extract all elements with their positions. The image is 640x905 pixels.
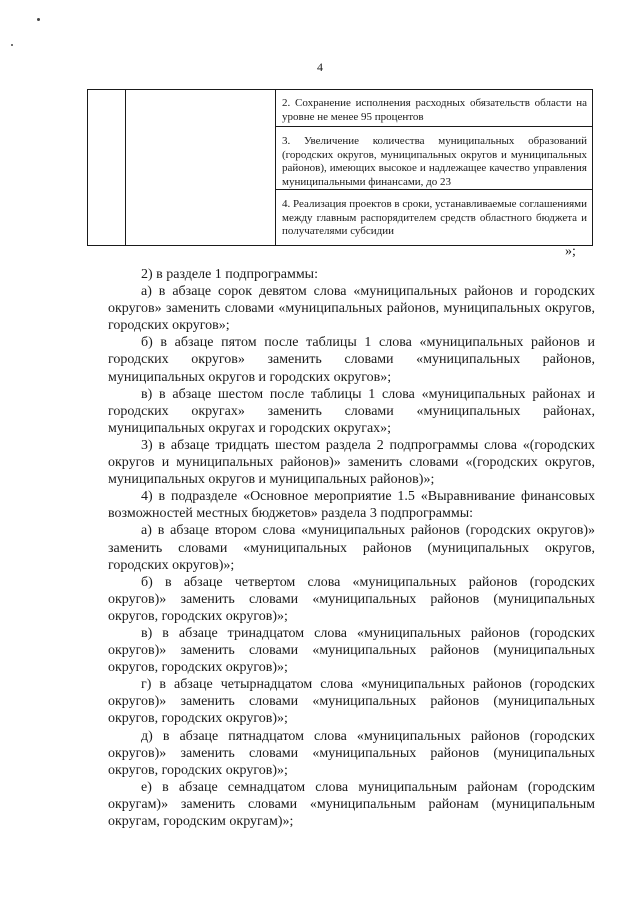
paragraph: б) в абзаце пятом после таблицы 1 слова «муниципальных районов и городских округов» заменить словами «муниципальных районов, муниципальных округов и городских округов»; — [108, 335, 595, 385]
page-number: 4 — [317, 60, 323, 74]
paragraph: 4) в подразделе «Основное мероприятие 1.5 «Выравнивание финансовых возможностей местных бюджетов» раздела 3 подпрограммы: — [108, 489, 595, 522]
paragraph: в) в абзаце тринадцатом слова «муниципальных районов (городских округов)» заменить словами «муниципальных районов (муниципальных округов, городских округов)»; — [108, 625, 595, 676]
indicators-table — [87, 89, 593, 246]
scan-speck — [37, 18, 40, 21]
paragraph: а) в абзаце сорок девятом слова «муниципальных районов и городских округов» заменить словами «муниципальных районов, муниципальных округов, городских округов»; — [108, 284, 595, 334]
indicator-text: 4. Реализация проектов в сроки, устанавливаемые соглашениями между главным распорядителем средств областного бюджета и получателями субсидии — [282, 198, 587, 237]
table-cell — [276, 127, 593, 190]
table-row — [88, 90, 593, 127]
paragraph: е) в абзаце семнадцатом слова муниципальным районам (городским округам)» заменить словами «муниципальным районам (муниципальным округам, городским округам)»; — [108, 779, 595, 829]
indicator-text: 2. Сохранение исполнения расходных обязательств области на уровне не менее 95 процентов — [282, 97, 587, 123]
table-cell-empty — [88, 90, 126, 246]
scan-speck — [11, 44, 13, 46]
table-cell — [276, 190, 593, 246]
paragraph: в) в абзаце шестом после таблицы 1 слова «муниципальных районах и городских округах» заменить словами «муниципальных районах, муниципальных округах и городских округах»; — [108, 386, 595, 436]
closing-quote: »; — [565, 244, 576, 259]
paragraph: а) в абзаце втором слова «муниципальных районов (городских округов)» заменить словами «муниципальных районов (муниципальных округов, городских округов)»; — [108, 523, 595, 573]
paragraph: б) в абзаце четвертом слова «муниципальных районов (городских округов)» заменить словами «муниципальных районов (муниципальных округов, городских округов)»; — [108, 574, 595, 624]
paragraph: 2) в разделе 1 подпрограммы: — [141, 267, 318, 282]
table-cell-empty — [126, 90, 276, 246]
indicator-text: 3. Увеличение количества муниципальных образований (городских округов, муниципальных округов и муниципальных районов), имеющих высокое и надлежащее качество управления муниципальными финансами, до 23 — [282, 135, 587, 188]
paragraph: г) в абзаце четырнадцатом слова «муниципальных районов (городских округов)» заменить словами «муниципальных районов (муниципальных округов, городских округов)»; — [108, 677, 595, 727]
table-cell — [276, 90, 593, 127]
paragraph: д) в абзаце пятнадцатом слова «муниципальных районов (городских округов)» заменить словами «муниципальных районов (муниципальных округов, городских округов)»; — [108, 728, 595, 778]
paragraph: 3) в абзаце тридцать шестом раздела 2 подпрограммы слова «(городских округов и муниципальных районов)» заменить словами «(городских округов, муниципальных округов и муниципальных районов)»; — [108, 437, 595, 488]
document-body — [108, 266, 595, 830]
